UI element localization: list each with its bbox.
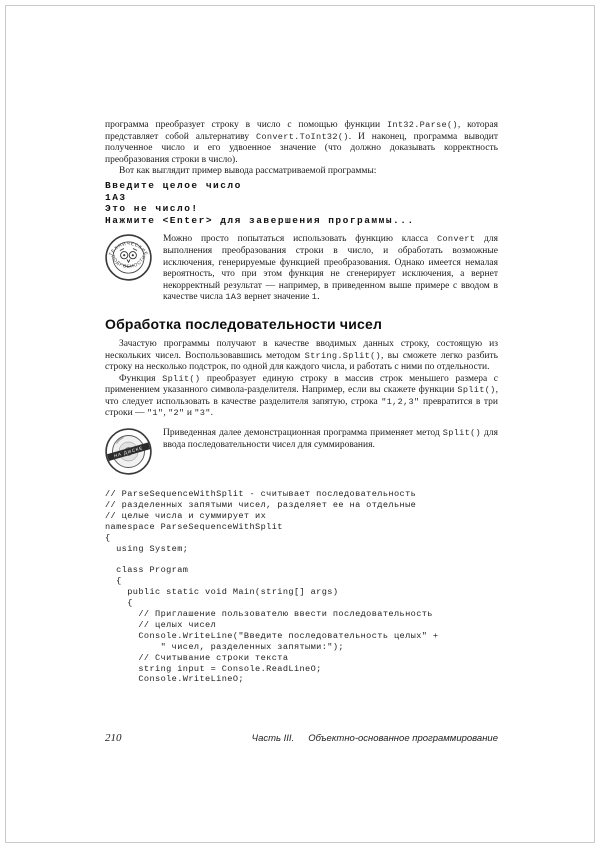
inline-code: Split() (457, 385, 496, 396)
inline-code: 1 (311, 292, 318, 303)
text-run: Функция (119, 373, 163, 384)
inline-code: Split() (442, 428, 481, 439)
text-line: Console.WriteLine("Введите последовательность целых" + (105, 630, 439, 641)
footer-part-label: Часть III. (251, 733, 295, 744)
text-line: { (105, 532, 111, 543)
text-line: string input = Console.ReadLineO; (105, 663, 322, 674)
cd-note-block (105, 428, 498, 475)
paragraph-split-detail (105, 374, 498, 420)
text-line: // разделенных запятыми чисел, разделяет ее на отдельные (105, 499, 417, 510)
console-output-block (105, 180, 498, 226)
example-intro-paragraph: Вот как выглядит пример вывода рассматриваемой программы: (119, 166, 377, 177)
text-line: // Приглашение пользователю ввести последовательность (105, 609, 433, 620)
text-run: Зачастую программы получают в качестве вводимых данных строку, состоящую из нескольких чисел. Воспользовавшись методом (105, 338, 498, 361)
cd-note-text (163, 428, 498, 451)
text-line: namespace ParseSequenceWithSplit (105, 521, 283, 532)
technical-icon-text-top: ТЕХНИЧЕСКИЕ (107, 241, 150, 257)
text-line: using System; (105, 543, 189, 554)
cd-icon-banner-text: НА ДИСКЕ (113, 445, 144, 459)
inline-code: String.Split() (304, 350, 382, 361)
technical-icon-text-bottom: ПОДРОБНОСТИ (110, 254, 147, 270)
cd-icon (105, 428, 152, 475)
text-line: " чисел, разделенных запятыми:"); (105, 641, 344, 652)
text-run: преобразует единую строку в массив строк меньшего размера с применением указанного символа-разделителя. Например, если вы скажете функции (105, 373, 498, 396)
text-line: Введите целое число (105, 179, 242, 191)
text-run: программа преобразует строку в число с помощью функции (105, 120, 387, 130)
text-run: . И наконец, программа выводит полученное число и его удвоенное значение (что должно доказывать корректность преобразования строки в число). (105, 131, 498, 165)
text-run: Можно просто попытаться использовать функцию класса (163, 234, 437, 245)
text-line: Console.WriteLineO; (105, 674, 244, 685)
technical-details-icon (105, 234, 152, 281)
inline-code: Int32.Parse() (386, 120, 458, 130)
text-line (105, 555, 498, 566)
page-footer (105, 732, 498, 744)
text-run: , вы сможете легко разбить строку на несколько подстрок, по одной для каждого числа, и работать с ними по отдельности. (105, 350, 498, 373)
text-run: Приведенная далее демонстрационная программа применяет метод (163, 428, 443, 439)
text-line: class Program (105, 565, 189, 576)
inline-code: "3" (194, 408, 211, 419)
text-run: . (210, 408, 214, 419)
inline-code: "1,2,3" (381, 396, 420, 407)
intro-paragraph (105, 120, 498, 166)
technical-note-text (163, 234, 498, 304)
text-line: { (105, 576, 122, 587)
page-number: 210 (105, 732, 122, 744)
inline-code: "1" (146, 408, 164, 419)
text-line: Это не число! (105, 203, 199, 215)
text-line: // Считывание строки текста (105, 652, 289, 663)
technical-note-block (105, 234, 498, 304)
text-run: для ввода последовательности чисел для суммирования. (163, 428, 498, 450)
text-line: 1A3 (105, 191, 127, 203)
code-listing (105, 489, 498, 685)
text-run: , что следует использовать в качестве разделителя запятую, строка (105, 385, 498, 407)
text-run: превратится в три строки — (105, 396, 499, 419)
text-line: public static void Main(string[] args) (105, 587, 339, 598)
text-run: . (317, 292, 320, 303)
inline-code: "2" (168, 408, 185, 419)
page-content (105, 120, 498, 685)
text-run: , (163, 408, 169, 419)
text-line: // целых чисел (105, 619, 217, 630)
text-line: // ParseSequenceWithSplit - считывает последовательность (105, 489, 417, 500)
text-run: вернет значение (241, 292, 312, 303)
text-run: и (184, 408, 195, 419)
footer-part-title: Объектно-основанное программирование (308, 733, 498, 744)
inline-code: 1A3 (225, 292, 242, 303)
section-title: Обработка последовательности чисел (105, 315, 383, 332)
paragraph-split-intro (105, 339, 498, 374)
inline-code: Convert (436, 234, 476, 245)
text-line: { (105, 598, 133, 609)
inline-code: Convert.ToInt32() (255, 131, 349, 142)
footer-part (252, 733, 498, 744)
text-run: , которая представляет собой альтернативу (105, 120, 498, 142)
text-run: для выполнения преобразования строки в число, и обработать возможные исключения, генерируемые функцией преобразования. Однако имеется немалая вероятность, что при этом функция не сгенерирует исключения, а вернет некорректный результат — например, в приведенном выше примере с вводом в качестве числа (163, 234, 498, 303)
text-line: // целые числа и суммирует их (105, 510, 267, 521)
inline-code: Split() (162, 373, 201, 384)
text-line: Нажмите <Enter> для завершения программы... (105, 214, 415, 226)
